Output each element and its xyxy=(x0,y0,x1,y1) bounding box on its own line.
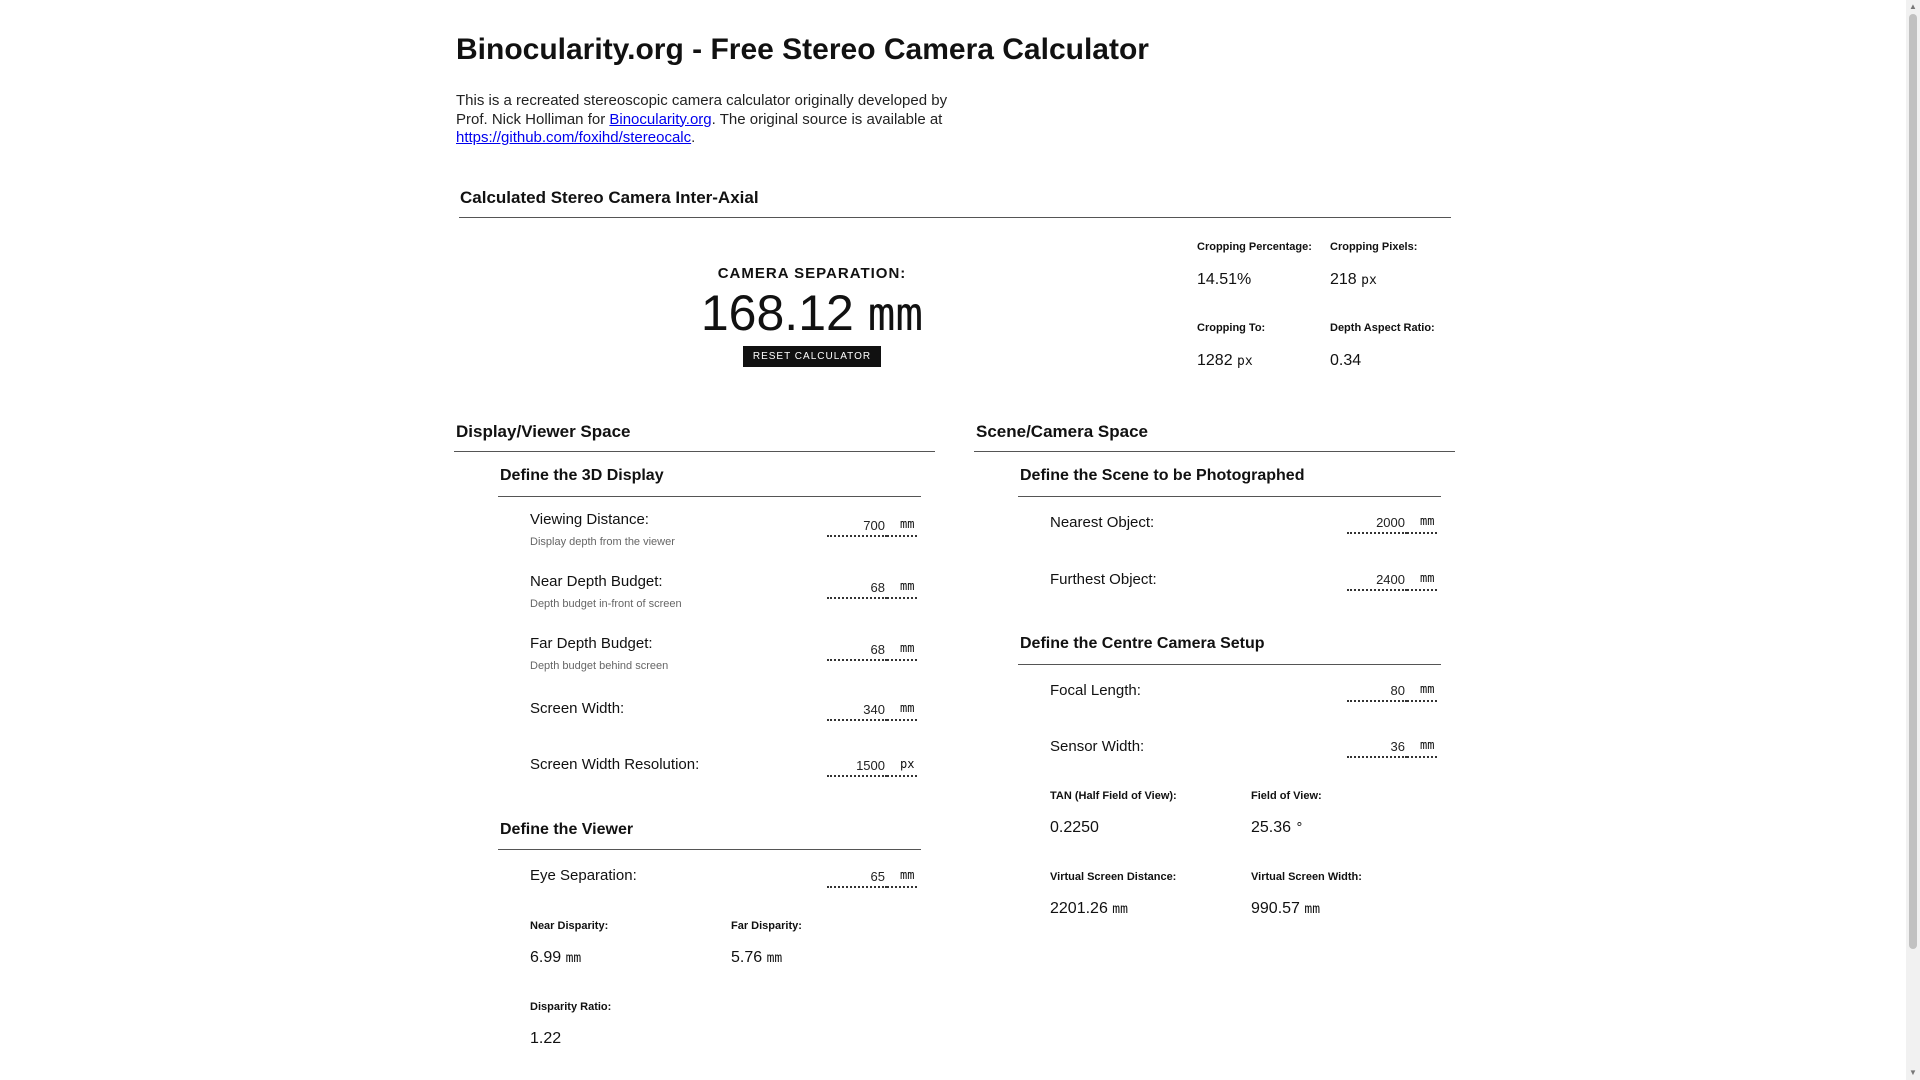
viewing-distance-hint: Display depth from the viewer xyxy=(530,536,675,548)
far-disparity-label: Far Disparity: xyxy=(731,920,802,932)
eye-separation-input[interactable] xyxy=(827,866,887,888)
stat-number: 14.51% xyxy=(1197,271,1252,288)
near-depth-budget-input[interactable] xyxy=(827,577,887,599)
camera-separation-unit: mm xyxy=(867,287,924,341)
field-underline xyxy=(1407,589,1437,591)
cropping-to-value xyxy=(1197,352,1253,370)
define-display-heading: Define the 3D Display xyxy=(500,467,664,484)
display-divider xyxy=(454,451,935,452)
define-viewer-heading: Define the Viewer xyxy=(500,821,634,838)
nearest-object-unit: mm xyxy=(1420,514,1435,528)
define-display-divider xyxy=(498,496,921,497)
define-camera-divider xyxy=(1018,664,1441,665)
cropping-to-label: Cropping To: xyxy=(1197,322,1266,334)
page-scrollbar[interactable] xyxy=(1906,0,1920,1080)
far-depth-budget-unit: mm xyxy=(900,641,915,655)
stat-number: 0.2250 xyxy=(1050,819,1099,836)
scroll-down-arrow-icon[interactable]: ▼ xyxy=(1909,1068,1917,1077)
scroll-up-arrow-icon[interactable]: ▲ xyxy=(1909,2,1917,11)
field-underline xyxy=(887,775,917,777)
stat-unit: mm xyxy=(1112,902,1128,917)
virtual-screen-width-value xyxy=(1251,900,1320,918)
virtual-screen-width-label: Virtual Screen Width: xyxy=(1251,871,1362,883)
cropping-pixels-label: Cropping Pixels: xyxy=(1330,241,1418,253)
reset-calculator-button[interactable]: RESET CALCULATOR xyxy=(743,346,881,367)
nearest-object-label: Nearest Object: xyxy=(1050,514,1155,531)
cropping-percentage-value xyxy=(1197,271,1251,289)
depth-aspect-ratio-label: Depth Aspect Ratio: xyxy=(1330,322,1435,334)
virtual-screen-distance-value xyxy=(1050,900,1128,918)
define-scene-divider xyxy=(1018,496,1441,497)
stat-number: 25.36 xyxy=(1251,819,1292,836)
stat-number: 2201.26 xyxy=(1050,900,1108,917)
field-underline xyxy=(1407,532,1437,534)
near-depth-budget-hint: Depth budget in-front of screen xyxy=(530,598,682,610)
disparity-ratio-value xyxy=(530,1030,561,1048)
stat-unit: mm xyxy=(766,951,783,966)
github-link[interactable]: https://github.com/foxihd/stereocalc xyxy=(456,129,692,146)
furthest-object-unit: mm xyxy=(1420,571,1435,585)
tan-half-fov-value xyxy=(1050,819,1099,837)
viewing-distance-input[interactable] xyxy=(827,515,887,537)
camera-separation-label: CAMERA SEPARATION: xyxy=(717,265,907,282)
far-depth-budget-hint: Depth budget behind screen xyxy=(530,660,669,672)
stat-unit: ° xyxy=(1295,821,1304,836)
nearest-object-input[interactable] xyxy=(1347,512,1407,534)
eye-separation-unit: mm xyxy=(900,868,915,882)
depth-aspect-ratio-value xyxy=(1330,352,1361,370)
stat-unit: px xyxy=(1361,273,1377,288)
sensor-width-label: Sensor Width: xyxy=(1050,738,1145,755)
viewing-distance-label: Viewing Distance: xyxy=(530,511,649,528)
intro-text xyxy=(456,92,956,148)
binocularity-link[interactable]: Binocularity.org xyxy=(609,110,712,128)
intro-text-part: . The original source is available at xyxy=(711,110,943,128)
tan-half-fov-label: TAN (Half Field of View): xyxy=(1050,790,1177,802)
stat-number: 1282 xyxy=(1197,352,1233,369)
focal-length-label: Focal Length: xyxy=(1050,682,1141,699)
field-underline xyxy=(887,886,917,888)
stat-unit: px xyxy=(1237,354,1253,369)
stat-number: 1.22 xyxy=(530,1030,562,1047)
define-camera-heading: Define the Centre Camera Setup xyxy=(1020,635,1265,652)
far-depth-budget-input[interactable] xyxy=(827,639,887,661)
near-disparity-value xyxy=(530,949,581,967)
stat-number: 6.99 xyxy=(530,949,562,966)
define-viewer-divider xyxy=(498,849,921,850)
near-depth-budget-unit: mm xyxy=(900,579,915,593)
stat-unit: mm xyxy=(1304,902,1321,917)
define-scene-heading: Define the Scene to be Photographed xyxy=(1020,467,1305,484)
sensor-width-input[interactable] xyxy=(1347,736,1407,758)
scene-divider xyxy=(974,451,1455,452)
scrollbar-thumb[interactable] xyxy=(1909,14,1917,949)
field-of-view-label: Field of View: xyxy=(1251,790,1322,802)
camera-separation-value xyxy=(620,282,1004,345)
page-title: Binocularity.org - Free Stereo Camera Calculator xyxy=(456,33,1149,66)
stat-number: 218 xyxy=(1330,271,1357,288)
scene-camera-heading: Scene/Camera Space xyxy=(976,422,1148,441)
stat-number: 990.57 xyxy=(1251,900,1300,917)
far-disparity-value xyxy=(731,949,782,967)
furthest-object-input[interactable] xyxy=(1347,569,1407,591)
focal-length-input[interactable] xyxy=(1347,680,1407,702)
screen-width-resolution-label: Screen Width Resolution: xyxy=(530,756,700,773)
viewing-distance-unit: mm xyxy=(900,517,915,531)
focal-length-unit: mm xyxy=(1420,682,1435,696)
furthest-object-label: Furthest Object: xyxy=(1050,571,1157,588)
eye-separation-label: Eye Separation: xyxy=(530,867,637,884)
virtual-screen-distance-label: Virtual Screen Distance: xyxy=(1050,871,1177,883)
field-underline xyxy=(1407,700,1437,702)
screen-width-input[interactable] xyxy=(827,699,887,721)
screen-width-resolution-unit: px xyxy=(900,757,915,771)
field-underline xyxy=(887,535,917,537)
result-heading: Calculated Stereo Camera Inter-Axial xyxy=(460,188,759,207)
field-underline xyxy=(1407,756,1437,758)
intro-text-part: . xyxy=(691,129,696,146)
intro-text-part: This is a recreated stereoscopic camera calculator originally developed by Prof. Nick Holliman for xyxy=(456,92,948,128)
near-depth-budget-label: Near Depth Budget: xyxy=(530,573,663,590)
stat-number: 5.76 xyxy=(731,949,763,966)
result-divider xyxy=(459,217,1451,218)
far-depth-budget-label: Far Depth Budget: xyxy=(530,635,653,652)
stat-number: 0.34 xyxy=(1330,352,1362,369)
stat-unit: mm xyxy=(565,951,582,966)
field-of-view-value xyxy=(1251,819,1303,837)
screen-width-unit: mm xyxy=(900,701,915,715)
cropping-pixels-value xyxy=(1330,271,1377,289)
sensor-width-unit: mm xyxy=(1420,738,1435,752)
disparity-ratio-label: Disparity Ratio: xyxy=(530,1001,612,1013)
field-underline xyxy=(887,719,917,721)
screen-width-label: Screen Width: xyxy=(530,700,625,717)
cropping-percentage-label: Cropping Percentage: xyxy=(1197,241,1312,253)
screen-width-resolution-input[interactable] xyxy=(827,755,887,777)
field-underline xyxy=(887,659,917,661)
camera-separation-number: 168.12 xyxy=(700,285,854,341)
near-disparity-label: Near Disparity: xyxy=(530,920,609,932)
field-underline xyxy=(887,597,917,599)
display-viewer-heading: Display/Viewer Space xyxy=(456,422,631,441)
